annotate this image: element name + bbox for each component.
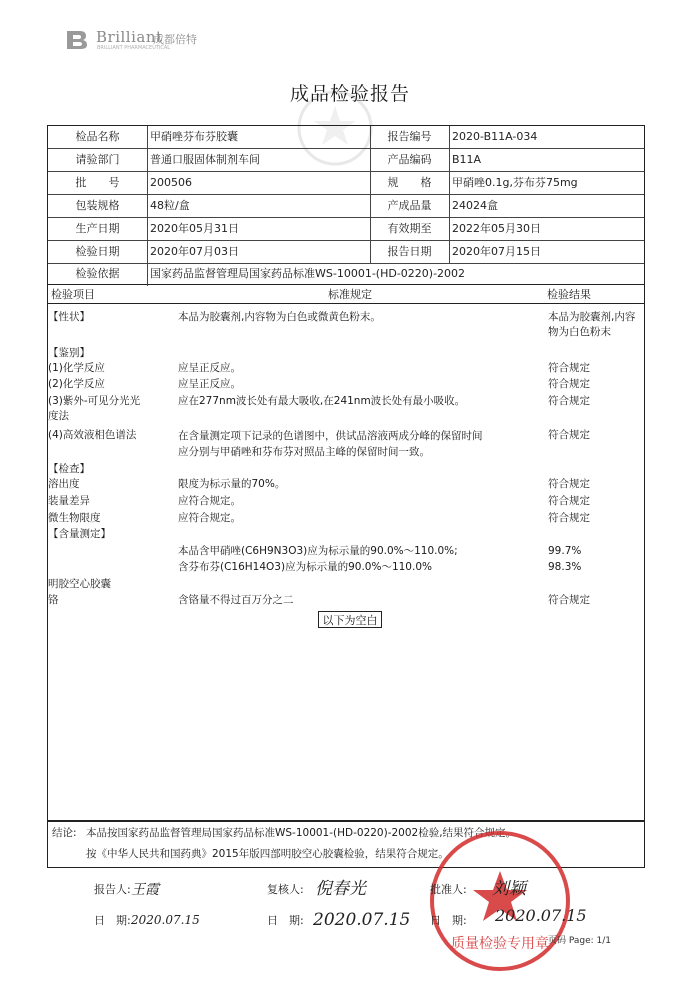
row-standard-uv: 应在277nm波长处有最大吸收,在241nm波长处有最小吸收。 xyxy=(178,395,466,407)
logo-tagline: BRILLIANT PHARMACEUTICAL xyxy=(97,45,171,51)
row-result-assay-metronidazole: 99.7% xyxy=(548,545,582,557)
date-label-2: 日 期: xyxy=(267,914,304,927)
value-report-date: 2020年07月15日 xyxy=(452,245,541,258)
value-production-date: 2020年05月31日 xyxy=(150,222,239,235)
row-item-inspection: 【检查】 xyxy=(48,463,90,475)
row-result-chem2: 符合规定 xyxy=(548,378,590,390)
row-result-hplc: 符合规定 xyxy=(548,429,590,441)
label-test-basis: 检验依据 xyxy=(75,267,120,280)
row-result-assay-fenbufen: 98.3% xyxy=(548,561,582,573)
row-item-uv: (3)紫外-可见分光光 度法 xyxy=(48,395,141,422)
row-result-weight-variation: 符合规定 xyxy=(548,495,590,507)
page-number: 页码 Page: 1/1 xyxy=(548,936,612,946)
value-product-code: B11A xyxy=(452,153,482,166)
date-label-1: 日 期: xyxy=(94,914,131,927)
date-value-3: 2020.07.15 xyxy=(495,906,587,925)
header-standard: 标准规定 xyxy=(328,288,372,301)
red-quality-stamp xyxy=(425,826,575,976)
logo-company-name: 成都倍特 xyxy=(153,33,197,46)
date-value-1: 2020.07.15 xyxy=(131,913,200,927)
label-package-spec: 包装规格 xyxy=(75,199,120,212)
approver-signature: 刘颖 xyxy=(492,879,526,899)
reviewer-signature: 倪春光 xyxy=(315,879,366,899)
label-product-code: 产品编码 xyxy=(387,153,432,166)
row-standard-chem1: 应呈正反应。 xyxy=(178,362,241,374)
label-expiry-date: 有效期至 xyxy=(387,222,432,235)
row-item-chem1: (1)化学反应 xyxy=(48,362,105,374)
row-item-chromium: 铬 xyxy=(48,594,59,606)
row-result-appearance: 本品为胶囊剂,内容 物为白色粉末 xyxy=(548,311,636,338)
row-standard-chem2: 应呈正反应。 xyxy=(178,378,241,390)
value-test-date: 2020年07月03日 xyxy=(150,245,239,258)
row-standard-weight-variation: 应符合规定。 xyxy=(178,495,241,507)
row-standard-assay-fenbufen: 含芬布芬(C16H14O3)应为标示量的90.0%～110.0% xyxy=(178,561,432,573)
value-specification: 甲硝唑0.1g,芬布芬75mg xyxy=(452,176,578,189)
value-product-name: 甲硝唑芬布芬胶囊 xyxy=(150,130,238,143)
row-result-uv: 符合规定 xyxy=(548,395,590,407)
row-item-assay: 【含量测定】 xyxy=(48,528,111,540)
label-report-number: 报告编号 xyxy=(387,130,432,143)
row-result-dissolution: 符合规定 xyxy=(548,478,590,490)
value-package-spec: 48粒/盒 xyxy=(150,199,190,212)
label-specification: 规 格 xyxy=(387,176,432,189)
brilliant-logo-icon xyxy=(64,28,90,50)
logo-brand-text: Brilliant xyxy=(96,28,163,46)
report-title: 成品检验报告 xyxy=(289,83,410,105)
row-standard-assay-metronidazole: 本品含甲硝唑(C6H9N3O3)应为标示量的90.0%～110.0%; xyxy=(178,545,458,557)
stamp-text: 质量检验专用章 xyxy=(451,936,549,952)
value-output-quantity: 24024盒 xyxy=(452,199,498,212)
row-result-microbial: 符合规定 xyxy=(548,512,590,524)
label-output-quantity: 产成品量 xyxy=(387,199,432,212)
reviewer-label: 复核人: xyxy=(267,883,304,896)
reporter-label: 报告人: xyxy=(94,883,131,896)
row-item-identification: 【鉴别】 xyxy=(48,347,90,359)
approver-label: 批准人: xyxy=(430,883,467,896)
row-standard-chromium: 含铬量不得过百万分之二 xyxy=(178,594,294,606)
row-standard-hplc: 在含量测定项下记录的色谱图中，供试品溶液两成分峰的保留时间 应分别与甲硝唑和芬布芬对照品主峰的保留时间一致。 xyxy=(178,430,483,458)
header-test-item: 检验项目 xyxy=(51,288,95,301)
reporter-signature: 王霞 xyxy=(131,882,159,898)
blank-below-note: 以下为空白 xyxy=(318,611,382,628)
date-value-2: 2020.07.15 xyxy=(313,910,411,930)
label-report-date: 报告日期 xyxy=(387,245,432,258)
row-item-chem2: (2)化学反应 xyxy=(48,378,105,390)
row-item-dissolution: 溶出度 xyxy=(48,478,80,490)
row-standard-microbial: 应符合规定。 xyxy=(178,512,241,524)
label-product-name: 检品名称 xyxy=(75,130,120,143)
label-production-date: 生产日期 xyxy=(75,222,120,235)
label-department: 请验部门 xyxy=(75,153,120,166)
date-label-3: 日 期: xyxy=(430,914,467,927)
label-batch-number: 批 号 xyxy=(75,176,120,189)
row-item-gelatin-capsule: 明胶空心胶囊 xyxy=(48,578,111,590)
info-table xyxy=(47,125,645,285)
value-test-basis: 国家药品监督管理局国家药品标准WS-10001-(HD-0220)-2002 xyxy=(150,267,466,280)
row-item-weight-variation: 装量差异 xyxy=(48,495,90,507)
row-standard-dissolution: 限度为标示量的70%。 xyxy=(178,478,286,490)
value-batch-number: 200506 xyxy=(150,176,192,189)
row-item-microbial: 微生物限度 xyxy=(48,512,101,524)
value-department: 普通口服固体制剂车间 xyxy=(150,153,260,166)
row-standard-appearance: 本品为胶囊剂,内容物为白色或微黄色粉末。 xyxy=(178,311,381,323)
row-item-hplc: (4)高效液相色谱法 xyxy=(48,429,137,441)
conclusion-label: 结论: xyxy=(52,827,77,839)
conclusion-line-1: 本品按国家药品监督管理局国家药品标准WS-10001-(HD-0220)-2002检验,结果符合规定。 xyxy=(86,827,517,839)
header-result: 检验结果 xyxy=(547,288,591,301)
label-test-date: 检验日期 xyxy=(75,245,120,258)
row-result-chem1: 符合规定 xyxy=(548,362,590,374)
row-result-chromium: 符合规定 xyxy=(548,594,590,606)
row-item-appearance: 【性状】 xyxy=(48,311,90,323)
value-expiry-date: 2022年05月30日 xyxy=(452,222,541,235)
conclusion-line-2: 按《中华人民共和国药典》2015年版四部明胶空心胶囊检验，结果符合规定。 xyxy=(86,848,449,860)
value-report-number: 2020-B11A-034 xyxy=(452,130,538,143)
